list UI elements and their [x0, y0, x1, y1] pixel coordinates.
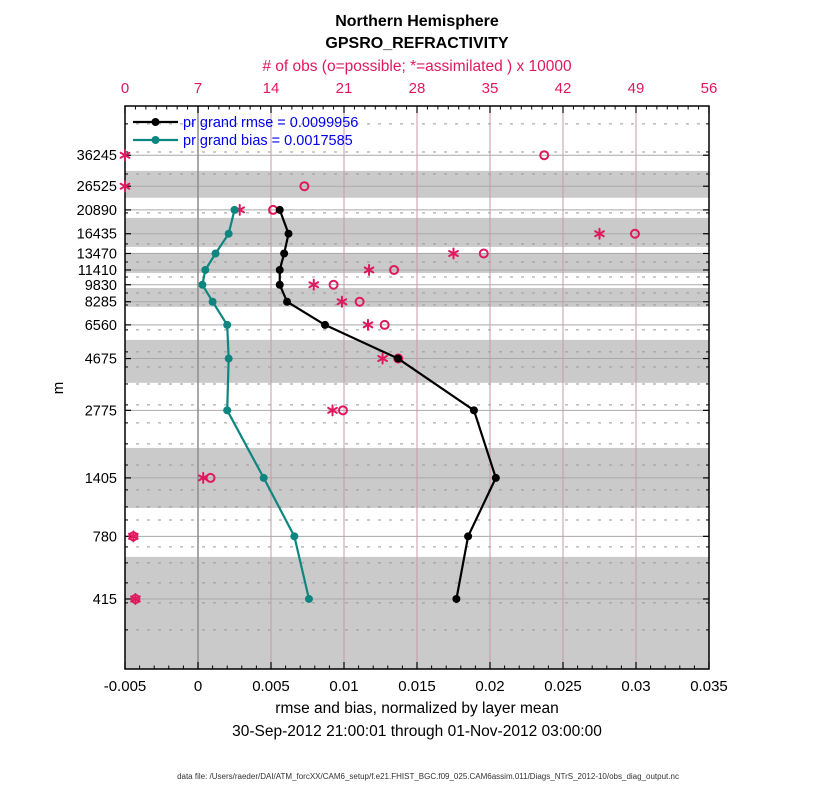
y-tick-label: 780: [92, 529, 117, 546]
y-tick-label: 36245: [76, 148, 117, 165]
obs-tick-label: 7: [193, 80, 203, 97]
x-tick-label: 0.025: [544, 678, 582, 695]
obs-tick-label: 49: [627, 80, 645, 97]
variable-title: GPSRO_REFRACTIVITY: [325, 35, 509, 52]
x-axis-label: rmse and bias, normalized by layer mean: [275, 700, 559, 717]
y-tick-label: 4675: [84, 351, 117, 368]
x-tick-label: 0: [193, 678, 203, 695]
obs-tick-label: 28: [408, 80, 426, 97]
obs-tick-label: 56: [700, 80, 718, 97]
y-tick-label: 9830: [84, 277, 117, 294]
obs-tick-label: 35: [481, 80, 499, 97]
legend-item: [133, 115, 358, 131]
x-tick-label: 0.015: [398, 678, 436, 695]
plot-area: [77, 80, 728, 695]
y-tick-label: 26525: [76, 179, 117, 196]
y-tick-label: 1405: [84, 470, 117, 487]
obs-tick-label: 0: [120, 80, 130, 97]
date-range-label: 30-Sep-2012 21:00:01 through 01-Nov-2012 03:00:00: [232, 723, 602, 740]
y-tick-label: 13470: [76, 246, 117, 263]
x-tick-label: 0.02: [475, 678, 505, 695]
legend-label: pr grand rmse = 0.0099956: [183, 115, 359, 131]
obs-tick-label: 21: [335, 80, 353, 97]
obs-axis-label: # of obs (o=possible; *=assimilated ) x 10000: [262, 58, 572, 75]
data-file-label: data file: /Users/raeder/DAI/ATM_forcXX/CAM6_setup/f.e21.FHIST_BGC.f09_025.CAM6assim.011/Diags_NTrS_2012-10/obs_diag_output.nc: [177, 772, 679, 781]
x-tick-label: 0.005: [252, 678, 290, 695]
y-tick-label: 16435: [76, 226, 117, 243]
legend-label: pr grand bias = 0.0017585: [183, 133, 353, 149]
page-title: Northern Hemisphere: [335, 13, 499, 30]
obs-tick-label: 14: [262, 80, 280, 97]
x-tick-label: 0.01: [329, 678, 359, 695]
y-tick-label: 6560: [84, 317, 117, 334]
y-tick-label: 415: [92, 591, 117, 608]
x-tick-label: 0.035: [690, 678, 728, 695]
x-tick-label: -0.005: [103, 678, 147, 695]
x-tick-label: 0.03: [621, 678, 651, 695]
y-tick-label: 8285: [84, 294, 117, 311]
y-tick-label: 2775: [84, 403, 117, 420]
legend-item: [133, 133, 353, 149]
y-axis-label: m: [50, 381, 67, 395]
legend: [133, 115, 358, 149]
y-tick-label: 11410: [77, 262, 117, 279]
obs-tick-label: 42: [554, 80, 572, 97]
y-tick-label: 20890: [76, 202, 117, 219]
